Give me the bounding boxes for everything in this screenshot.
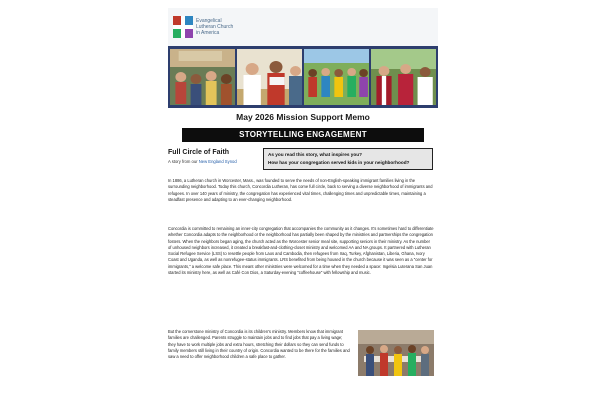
question-2: How has your congregation served kids in your neighborhood? (268, 160, 410, 165)
brand-line-3: in America (196, 30, 220, 36)
brand-name (196, 18, 306, 36)
paragraph-3: But the cornerstone ministry of Concordia is its children's ministry. Members know that immigrant families are challenged. Parents struggle to maintain jobs and to find jobs that pay a living wage; they have to work multiple jobs and extra hours, stretching their dollars so they can send funds to family members still living in their country of origin. Concordia wanted to be there for the families and saw a need to offer neighborhood children a safe place to gather. (168, 329, 350, 360)
section-banner: STORYTELLING ENGAGEMENT (182, 128, 424, 142)
photo-2 (237, 49, 302, 105)
memo-page (168, 8, 438, 400)
photo-3 (304, 49, 369, 105)
header (168, 8, 438, 46)
story-title: Full Circle of Faith (168, 149, 230, 156)
photo-strip (168, 46, 438, 108)
children-ministry-photo (358, 330, 434, 376)
synod-link[interactable]: New England Synod (198, 159, 237, 164)
photo-4 (371, 49, 436, 105)
paragraph-2: Concordia is committed to remaining an inner-city congregation that accompanies the community as it changes. It's sometimes hard to differentiate whether Concordia adapts to the neighborhood or the neighborhood has partially been shaped by the ministries and partnerships the congregation fosters. When the neighbors began aging, the church acted as the Worcester senior meal site, supporting seniors in their ministry. As the number of unhoused neighbors increased, it created a breakfast-and-clothing-closet ministry and welcomed AA and NA groups. It partnered with Lutheran Social Refugee Service (LSS) to resettle people from Laos and Cambodia, then refugees from Iraq, Turkey, Afghanistan, Liberia, Ghana, Ivory Coast and Uganda, as well as nonrefugee-status immigrants. LRS benefited from being housed in the church because it was seen as a "center for immigrants," a welcome safe place. This meant other ministries were welcomed for a time when they needed a space: Ingelsia Luterana San Juan started its ministry here, as well as Café Con Dios, a Saturday-evening "coffeehouse" with fellowship and music. (168, 226, 434, 276)
elca-logo-icon (173, 16, 193, 38)
photo-1 (170, 49, 235, 105)
byline (168, 159, 253, 164)
memo-title: May 2026 Mission Support Memo (236, 112, 370, 122)
byline-prefix: A story from our (168, 159, 198, 164)
brand-line-1: Evangelical (196, 18, 222, 24)
question-1: As you read this story, what inspires you? (268, 152, 362, 157)
paragraph-1: In 1886, a Lutheran church in Worcester, Mass., was founded to serve the needs of non-English-speaking immigrant families living in the surrounding neighborhood. Today this church, Concordia Lutheran, has come full circle, back to serving a diverse neighborhood of immigrants and refugees. In over 140 years of ministry, the congregation has experienced vital times, challenging times and unpredictable times, maintaining a steadfast presence and adapting to an ever-changing neighborhood. (168, 178, 433, 202)
reflection-questions (263, 148, 433, 170)
brand-line-2: Lutheran Church (196, 24, 234, 30)
